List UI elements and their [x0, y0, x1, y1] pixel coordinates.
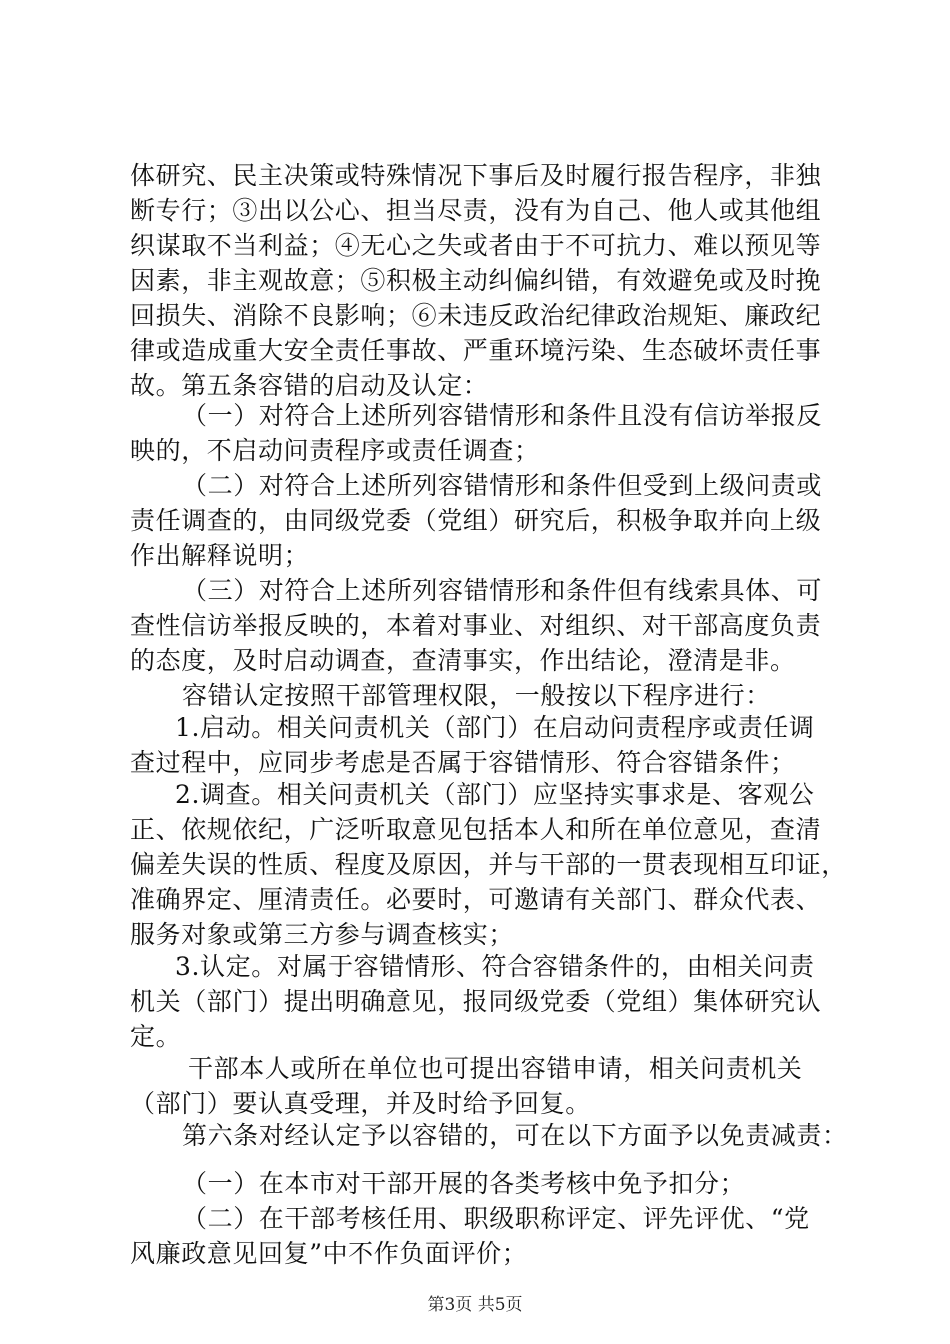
paragraph-line: 作出解释说明； — [130, 541, 310, 570]
paragraph-line: 映的，不启动问责程序或责任调查； — [130, 436, 540, 465]
paragraph-line: 的态度，及时启动调查，查清事实，作出结论，澄清是非。 — [130, 646, 796, 675]
paragraph-line: 容错认定按照干部管理权限，一般按以下程序进行： — [182, 681, 771, 710]
paragraph-line: 风廉政意见回复”中不作负面评价； — [130, 1239, 528, 1268]
paragraph-line: 2.调查。相关问责机关（部门）应坚持实事求是、客观公 — [175, 780, 815, 809]
paragraph-line: 定。 — [130, 1022, 182, 1051]
paragraph-line: 体研究、民主决策或特殊情况下事后及时履行报告程序，非独 — [130, 161, 822, 190]
paragraph-line: 服务对象或第三方参与调查核实； — [130, 920, 515, 949]
paragraph-line: 查过程中，应同步考虑是否属于容错情形、符合容错条件； — [130, 748, 796, 777]
paragraph-line: 第六条对经认定予以容错的，可在以下方面予以免责减责： — [182, 1121, 848, 1150]
paragraph-line: 织谋取不当利益；④无心之失或者由于不可抗力、难以预见等 — [130, 231, 822, 260]
paragraph-line: 断专行；③出以公心、担当尽责，没有为自己、他人或其他组 — [130, 196, 822, 225]
paragraph-line: 查性信访举报反映的，本着对事业、对组织、对干部高度负责 — [130, 611, 822, 640]
paragraph-line: 机关（部门）提出明确意见，报同级党委（党组）集体研究认 — [130, 987, 822, 1016]
paragraph-line: （二）在干部考核任用、职级职称评定、评先评优、“党 — [182, 1204, 810, 1233]
paragraph-line: （一）在本市对干部开展的各类考核中免予扣分； — [182, 1169, 746, 1198]
paragraph-line: 因素，非主观故意；⑤积极主动纠偏纠错，有效避免或及时挽 — [130, 266, 822, 295]
paragraph-line: 偏差失误的性质、程度及原因，并与干部的一贯表现相互印证， — [130, 850, 847, 879]
paragraph-line: （一）对符合上述所列容错情形和条件且没有信访举报反 — [182, 401, 823, 430]
paragraph-line: 责任调查的，由同级党委（党组）研究后，积极争取并向上级 — [130, 506, 822, 535]
paragraph-line: 回损失、消除不良影响；⑥未违反政治纪律政治规矩、廉政纪 — [130, 301, 822, 330]
paragraph-line: （部门）要认真受理，并及时给予回复。 — [130, 1089, 591, 1118]
paragraph-line: 1.启动。相关问责机关（部门）在启动问责程序或责任调 — [175, 713, 815, 742]
paragraph-line: 干部本人或所在单位也可提出容错申请，相关问责机关 — [188, 1054, 803, 1083]
paragraph-line: 律或造成重大安全责任事故、严重环境污染、生态破坏责任事 — [130, 336, 822, 365]
paragraph-line: 正、依规依纪，广泛听取意见包括本人和所在单位意见，查清 — [130, 815, 822, 844]
paragraph-line: （二）对符合上述所列容错情形和条件但受到上级问责或 — [182, 471, 823, 500]
paragraph-line: （三）对符合上述所列容错情形和条件但有线索具体、可 — [182, 576, 823, 605]
paragraph-line: 准确界定、厘清责任。必要时，可邀请有关部门、群众代表、 — [130, 885, 822, 914]
paragraph-line: 故。第五条容错的启动及认定： — [130, 371, 489, 400]
page-footer: 第3页 共5页 — [427, 1295, 523, 1315]
paragraph-line: 3.认定。对属于容错情形、符合容错条件的，由相关问责 — [175, 952, 815, 981]
